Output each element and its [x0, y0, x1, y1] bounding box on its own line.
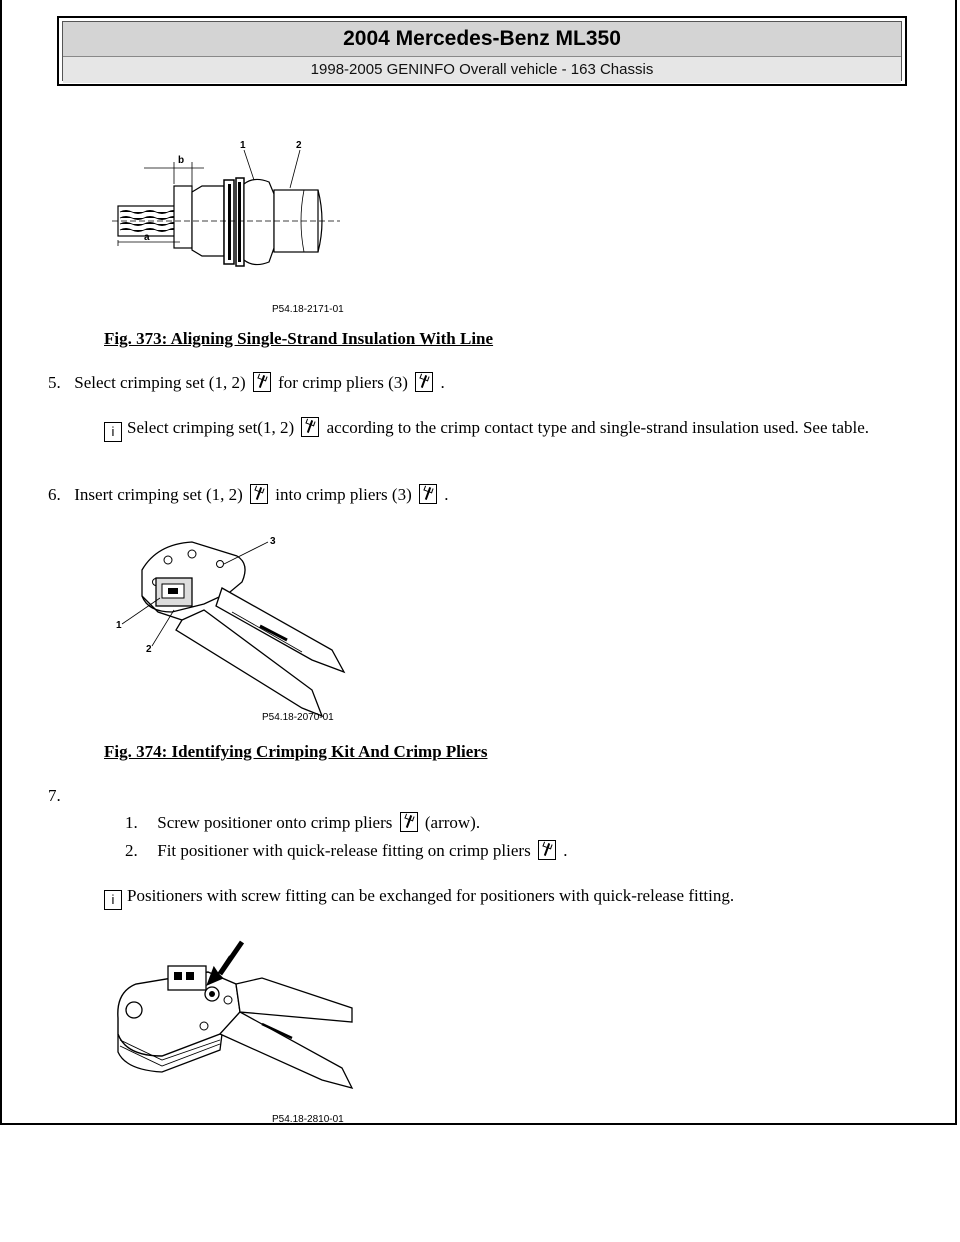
svg-text:1: 1 [116, 620, 122, 631]
step-5 [48, 372, 445, 394]
svg-text:3: 3 [270, 536, 276, 547]
special-tool-icon[interactable] [415, 372, 433, 392]
header-title: 2004 Mercedes-Benz ML350 [63, 22, 901, 57]
step-7-number: 7. [48, 786, 61, 805]
step-6-text-a: Insert crimping set (1, 2) [74, 485, 243, 504]
substep-1-text-a: Screw positioner onto crimp pliers [157, 813, 393, 832]
note-positioners [104, 884, 904, 910]
figure-375-image [112, 938, 362, 1128]
step-5-text-c: . [440, 373, 445, 392]
step-6-number: 6. [48, 485, 61, 504]
figure-375-code: P54.18-2810-01 [272, 1114, 344, 1125]
substep-1-number: 1. [125, 813, 138, 832]
note-crimping-set [104, 416, 904, 442]
svg-text:1: 1 [240, 140, 246, 151]
step-5-text-a: Select crimping set (1, 2) [74, 373, 246, 392]
step-6-text-b: into crimp pliers (3) [275, 485, 412, 504]
special-tool-icon[interactable] [250, 484, 268, 504]
special-tool-icon[interactable] [538, 840, 556, 860]
svg-text:2: 2 [296, 140, 302, 151]
substep-1-text-b: (arrow). [424, 813, 481, 832]
step-5-text-b: for crimp pliers (3) [278, 373, 408, 392]
figure-373-code: P54.18-2171-01 [272, 304, 344, 315]
substep-2-text-b: . [563, 841, 568, 860]
info-icon: i [104, 890, 122, 910]
svg-text:2: 2 [146, 644, 152, 655]
special-tool-icon[interactable] [253, 372, 271, 392]
step-7-substep-2 [125, 840, 567, 861]
step-6-text-c: . [444, 485, 449, 504]
special-tool-icon[interactable] [301, 417, 319, 437]
note-7-text: Positioners with screw fitting can be exchanged for positioners with quick-release fitting. [127, 886, 735, 905]
substep-2-text-a: Fit positioner with quick-release fitting on crimp pliers [157, 841, 531, 860]
step-7 [48, 785, 70, 807]
header-inner [62, 21, 902, 81]
figure-374-code: P54.18-2070-01 [262, 712, 334, 723]
special-tool-icon[interactable] [400, 812, 418, 832]
figure-373-caption: Fig. 373: Aligning Single-Strand Insulation With Line [104, 329, 494, 348]
figure-373-image [104, 128, 364, 318]
svg-text:a: a [144, 232, 150, 243]
special-tool-icon[interactable] [419, 484, 437, 504]
info-icon: i [104, 422, 122, 442]
document-header [57, 16, 907, 86]
figure-374-image [112, 530, 362, 730]
substep-2-number: 2. [125, 841, 138, 860]
note-5-text-b: according to the crimp contact type and single-strand insulation used. See table. [326, 418, 870, 437]
header-subtitle: 1998-2005 GENINFO Overall vehicle - 163 Chassis [63, 57, 901, 83]
figure-374-caption: Fig. 374: Identifying Crimping Kit And Crimp Pliers [104, 742, 488, 761]
note-5-text-a: Select crimping set(1, 2) [127, 418, 295, 437]
step-5-number: 5. [48, 373, 61, 392]
svg-text:b: b [178, 155, 185, 166]
step-6 [48, 484, 449, 506]
step-7-substep-1 [125, 812, 480, 833]
